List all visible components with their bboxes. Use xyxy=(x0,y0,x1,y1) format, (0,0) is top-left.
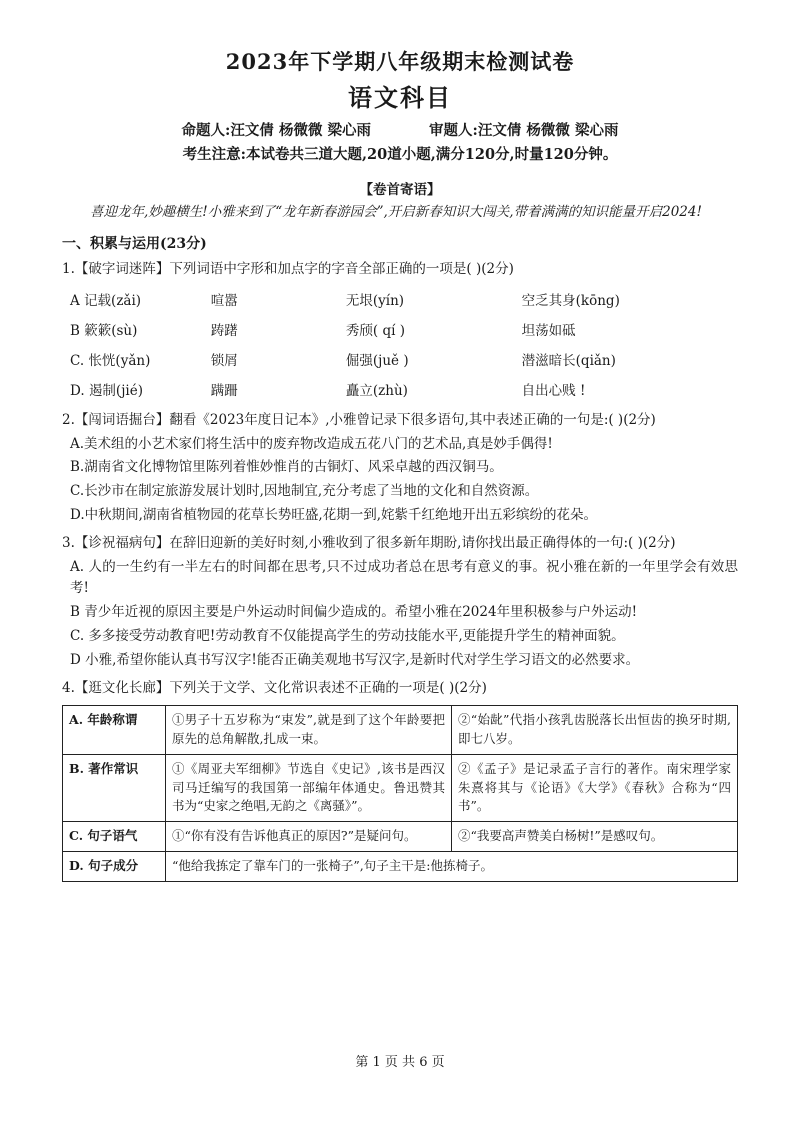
question-2-option-c: C.长沙市在制定旅游发展计划时,因地制宜,充分考虑了当地的文化和自然资源。 xyxy=(70,483,539,500)
row-content-a: ①“你有没有告诉他真正的原因?”是疑问句。 xyxy=(166,822,452,852)
question-3-number: 3. xyxy=(62,534,75,551)
table-row xyxy=(63,851,738,881)
question-3-option-b: B 青少年近视的原因主要是户外运动时间偏少造成的。希望小雅在2024年里积极参与户外运动! xyxy=(70,604,637,621)
option-label: B xyxy=(70,322,80,339)
table-row xyxy=(63,706,738,755)
subject-title: 语文科目 xyxy=(348,83,452,112)
question-2 xyxy=(62,410,738,432)
proposer-label: 命题人: xyxy=(181,122,231,139)
word-item: 秀颀( qí ) xyxy=(345,322,405,339)
question-4-table xyxy=(62,705,738,881)
preface-text: 喜迎龙年,妙趣横生!小雅来到了“龙年新春游园会”,开启新春知识大闯关,带着满满的知识能量开启2024! xyxy=(90,204,702,220)
option-label: D. xyxy=(70,382,85,399)
word-item: 怅恍(yǎn) xyxy=(88,352,151,369)
question-2-option-a: A.美术组的小艺术家们将生活中的废弃物改造成五花八门的艺术品,真是妙手偶得! xyxy=(70,435,553,452)
question-4-number: 4. xyxy=(62,679,75,696)
reviewer-names: 汪文倩 杨微微 梁心雨 xyxy=(477,122,619,139)
question-4-text: 【逛文化长廊】下列关于文学、文化常识表述不正确的一项是( )(2分) xyxy=(74,679,487,696)
reviewer-label: 审题人: xyxy=(429,122,478,139)
row-content-a: “他给我拣定了靠车门的一张椅子”,句子主干是:他拣椅子。 xyxy=(166,851,738,881)
word-item: 记载(zǎi) xyxy=(84,292,142,309)
word-item: 自出心贱 ! xyxy=(521,382,586,399)
question-1-word-grid xyxy=(62,284,738,404)
preface-heading: 【卷首寄语】 xyxy=(359,182,441,198)
question-3 xyxy=(62,533,738,555)
row-label: A. 年龄称谓 xyxy=(63,706,166,755)
table-row xyxy=(63,754,738,821)
row-content-b: ②“始龀”代指小孩乳齿脱落长出恒齿的换牙时期,即七八岁。 xyxy=(452,706,738,755)
word-item: 空乏其身(kōng) xyxy=(521,292,620,309)
question-3-option-d: D 小雅,希望你能认真书写汉字!能否正确美观地书写汉字,是新时代对学生学习语文的必然要求。 xyxy=(70,651,640,668)
page-title: 2023年下学期八年级期末检测试卷 xyxy=(225,49,575,74)
question-3-text: 【诊祝福病句】在辞旧迎新的美好时刻,小雅收到了很多新年期盼,请你找出最正确得体的一句:( )(2分) xyxy=(74,534,676,551)
option-label: A xyxy=(70,292,80,309)
table-row xyxy=(63,822,738,852)
question-1-text: 【破字词迷阵】下列词语中字形和加点字的字音全部正确的一项是( )(2分) xyxy=(74,261,514,278)
question-4 xyxy=(62,678,738,700)
word-item: 潜滋暗长(qiǎn) xyxy=(521,352,616,369)
row-content-b: ②《孟子》是记录孟子言行的著作。南宋理学家朱熹将其与《论语》《大学》《春秋》合称为“四书”。 xyxy=(452,754,738,821)
word-item: 遏制(jié) xyxy=(88,382,143,399)
credits-line xyxy=(62,119,738,140)
word-item: 坦荡如砥 xyxy=(521,322,576,339)
word-item: 无垠(yín) xyxy=(345,292,405,309)
question-3-option-a: A. 人的一生约有一半左右的时间都在思考,只不过成功者总在思考有意义的事。祝小雅在新的一年里学会有效思考! xyxy=(70,558,738,597)
row-content-a: ①男子十五岁称为“束发”,就是到了这个年龄要把原先的总角解散,扎成一束。 xyxy=(166,706,452,755)
word-item: 矗立(zhù) xyxy=(345,382,408,399)
word-item: 蹒跚 xyxy=(210,382,238,399)
table-row xyxy=(62,284,738,314)
row-content-a: ①《周亚夫军细柳》节选自《史记》,该书是西汉司马迁编写的我国第一部编年体通史。鲁迅赞其书为“史家之绝唱,无韵之《离骚》”。 xyxy=(166,754,452,821)
table-row xyxy=(62,374,738,404)
option-label: C. xyxy=(70,352,85,369)
question-3-option-c: C. 多多接受劳动教育吧!劳动教育不仅能提高学生的劳动技能水平,更能提升学生的精神面貌。 xyxy=(70,628,625,645)
candidate-notice: 考生注意:本试卷共三道大题,20道小题,满分120分,时量120分钟。 xyxy=(182,146,618,163)
section-1-title: 一、积累与运用(23分) xyxy=(62,236,207,253)
word-item: 倔强(juě ) xyxy=(345,352,409,369)
question-2-number: 2. xyxy=(62,411,75,428)
proposer-names: 汪文倩 杨微微 梁心雨 xyxy=(230,122,371,139)
row-label: C. 句子语气 xyxy=(63,822,166,852)
question-2-option-b: B.湖南省文化博物馆里陈列着惟妙惟肖的古铜灯、风采卓越的西汉铜马。 xyxy=(70,459,503,476)
question-1-number: 1. xyxy=(62,261,75,278)
table-row xyxy=(62,344,738,374)
row-content-b: ②“我要高声赞美白杨树!”是感叹句。 xyxy=(452,822,738,852)
word-item: 簌簌(sù) xyxy=(84,322,138,339)
question-2-option-d: D.中秋期间,湖南省植物园的花草长势旺盛,花期一到,姹紫千红绝地开出五彩缤纷的花朵。 xyxy=(70,507,598,524)
page-footer: 第 1 页 共 6 页 xyxy=(355,1055,445,1070)
question-2-text: 【闯词语掘台】翻看《2023年度日记本》,小雅曾记录下很多语句,其中表述正确的一句是:( )(2分) xyxy=(74,411,656,428)
question-1 xyxy=(62,259,738,281)
word-item: 喧嚣 xyxy=(210,292,238,309)
row-label: B. 著作常识 xyxy=(63,754,166,821)
word-item: 踌躇 xyxy=(210,322,238,339)
word-item: 锁屑 xyxy=(210,352,238,369)
row-label: D. 句子成分 xyxy=(63,851,166,881)
table-row xyxy=(62,314,738,344)
